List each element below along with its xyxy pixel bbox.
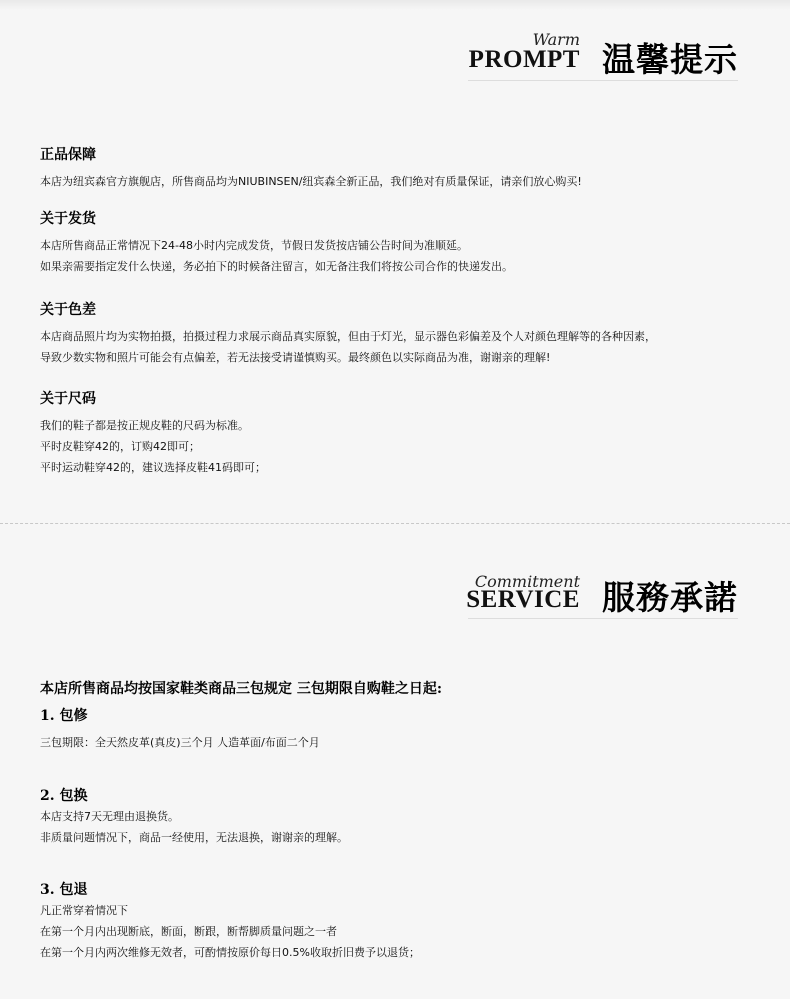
service-title: 3. 包退: [40, 882, 88, 898]
service-text: 在第一个月内两次维修无效者，可酌情按原价每日0.5%收取折旧费予以退货；: [40, 946, 420, 959]
service-repair: [40, 706, 760, 753]
section-title: 关于尺码: [40, 391, 96, 407]
prompt-header-cn: 温馨提示: [602, 40, 738, 79]
section-title: 关于色差: [40, 302, 96, 318]
section-title: 正品保障: [40, 147, 96, 163]
service-return: [40, 880, 760, 963]
prompt-header: [318, 28, 738, 80]
section-color: [40, 300, 760, 368]
section-text: 本店所售商品正常情况下24-48小时内完成发货，节假日发货按店铺公告时间为准顺延。: [40, 239, 468, 252]
service-intro-block: [40, 679, 760, 699]
section-text: 本店为纽宾森官方旗舰店，所售商品均为NIUBINSEN/纽宾森全新正品，我们绝对有质量保证，请亲们放心购买!: [40, 175, 582, 188]
section-title: 关于发货: [40, 211, 96, 227]
service-header: [318, 568, 738, 620]
service-header-rule: [468, 618, 738, 619]
service-text: 凡正常穿着情况下: [40, 904, 128, 917]
section-text: 平时运动鞋穿42的，建议选择皮鞋41码即可；: [40, 461, 266, 474]
service-text: 三包期限：全天然皮革(真皮)三个月 人造革面/布面二个月: [40, 736, 320, 749]
service-text: 本店支持7天无理由退换货。: [40, 810, 179, 823]
section-shipping: [40, 209, 760, 277]
section-text: 我们的鞋子都是按正规皮鞋的尺码为标准。: [40, 419, 249, 432]
section-size: [40, 389, 760, 478]
top-shade: [0, 0, 790, 10]
prompt-header-rule: [468, 80, 738, 81]
section-text: 平时皮鞋穿42的，订购42即可；: [40, 440, 200, 453]
service-header-script: Commitment: [474, 572, 580, 591]
service-text: 在第一个月内出现断底，断面，断跟，断帮脚质量问题之一者: [40, 925, 337, 938]
service-title: 1. 包修: [40, 708, 88, 724]
section-text: 本店商品照片均为实物拍摄，拍摄过程力求展示商品真实原貌，但由于灯光，显示器色彩偏差及个人对颜色理解等的各种因素，: [40, 330, 656, 343]
section-divider: [0, 523, 790, 524]
service-title: 2. 包换: [40, 788, 88, 804]
prompt-header-script: Warm: [532, 30, 580, 49]
service-text: 非质量问题情况下，商品一经使用，无法退换，谢谢亲的理解。: [40, 831, 348, 844]
service-header-cn: 服務承諾: [602, 578, 738, 617]
prompt-header-en: PROMPT: [468, 46, 580, 73]
service-exchange: [40, 786, 760, 848]
section-text: 如果亲需要指定发什么快递，务必拍下的时候备注留言，如无备注我们将按公司合作的快递发出。: [40, 260, 513, 273]
service-header-en: SERVICE: [466, 586, 580, 613]
section-authentic: [40, 145, 760, 192]
service-intro: 本店所售商品均按国家鞋类商品三包规定 三包期限自购鞋之日起:: [40, 681, 443, 697]
section-text: 导致少数实物和照片可能会有点偏差，若无法接受请谨慎购买。最终颜色以实际商品为准，谢谢亲的理解!: [40, 351, 551, 364]
